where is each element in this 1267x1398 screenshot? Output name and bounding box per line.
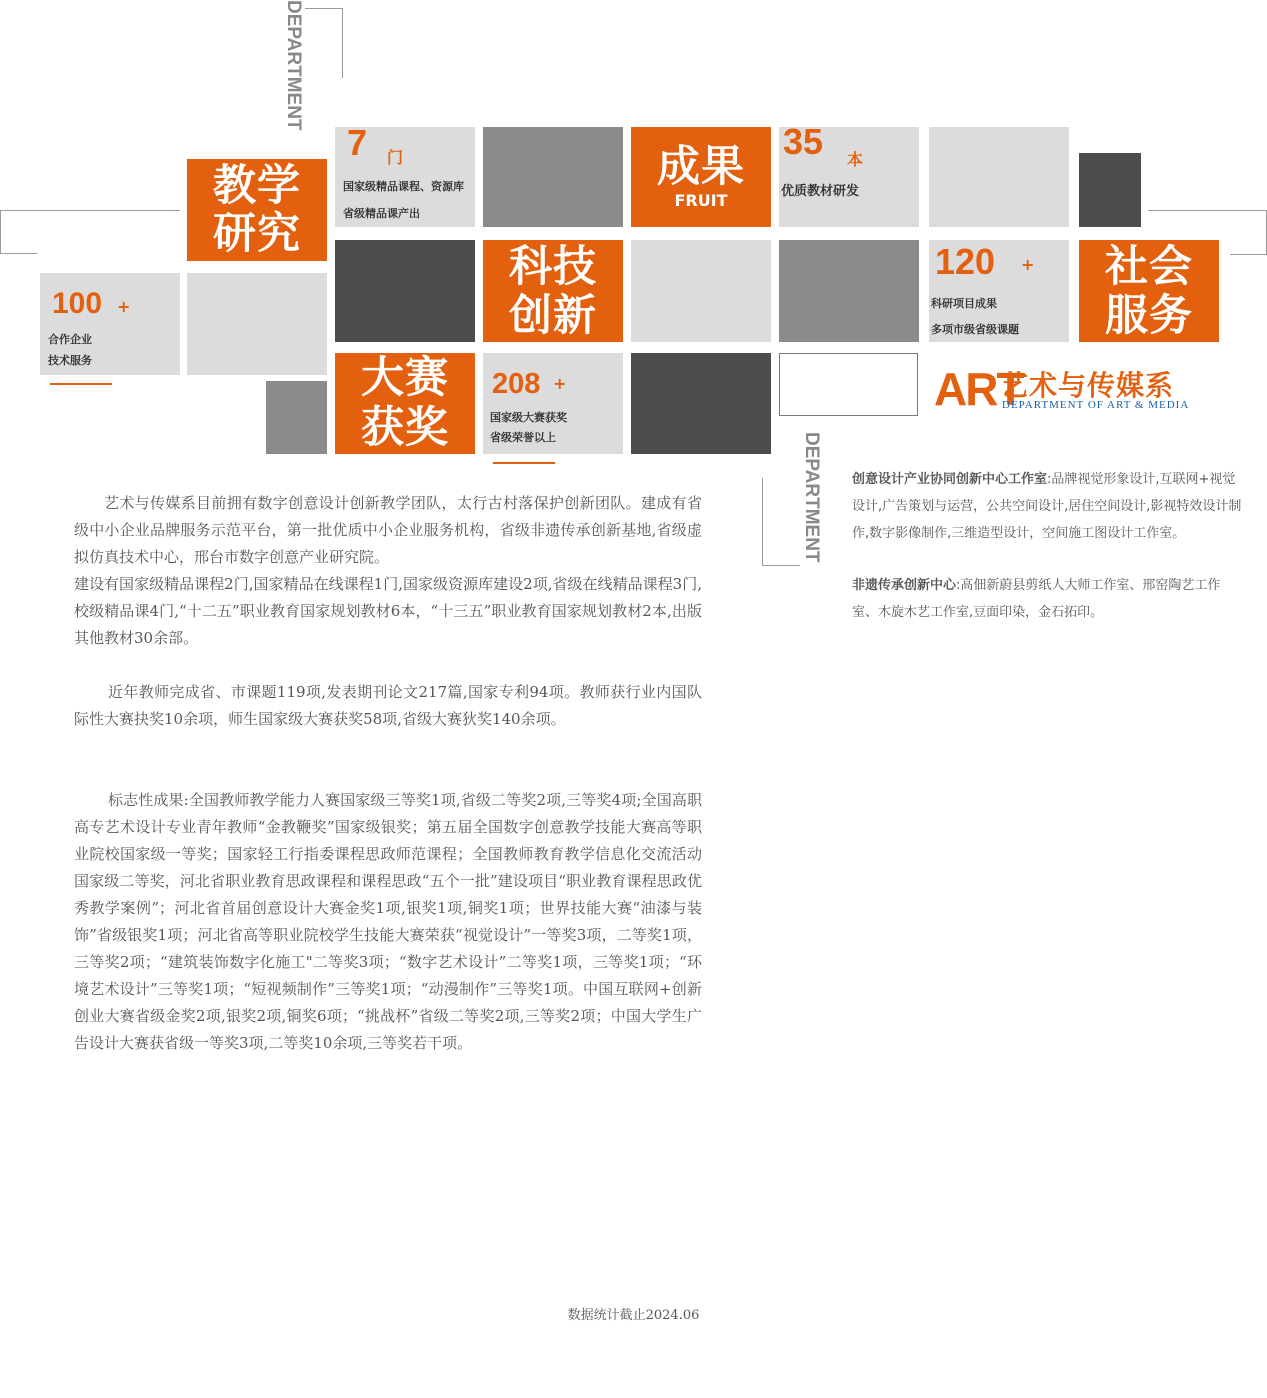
courses-number: 7 (347, 122, 368, 163)
fruit-title: 成果 (657, 142, 745, 192)
social-title: 服务 (1105, 291, 1193, 341)
deco-line (305, 8, 343, 9)
research-stat-tile (929, 240, 1069, 342)
fruit-subtitle: FRUIT (674, 191, 728, 210)
research-paragraph: 近年教师完成省、市课题119项,发表期刊论文217篇,国家专利94项。教师获行业内国队际性大赛抉奖10余项，师生国家级大赛获奖58项,省级大赛狄奖140余项。 (74, 683, 702, 728)
deco-tile (187, 273, 327, 375)
awards-unit: + (553, 374, 567, 393)
courses-paragraph: 建设有国家级精品课程2门,国家精品在线课程1门,国家级资源库建设2项,省级在线精品课程3门,校级精品课4门,“十二五”职业教育国家规划教材6本，“十三五”职业教育国家规划教材2本,出版其他教材30余部。 (74, 575, 702, 647)
awards-number: 208 (492, 368, 541, 400)
deco-tile (929, 127, 1069, 227)
department-vertical-label: DEPARTMENT (283, 0, 304, 131)
deco-tile (631, 240, 771, 342)
social-service-tile (1079, 240, 1219, 342)
deco-orange-line (50, 383, 112, 385)
teaching-title: 研究 (213, 209, 301, 259)
creative-center-title: 创意设计产业协同创新中心工作室 (852, 472, 1048, 487)
deco-tile (1079, 153, 1141, 227)
deco-line (762, 478, 763, 566)
courses-desc: 国家级精品课程、资源库 (343, 180, 464, 193)
department-vertical-label: DEPARTMENT (801, 432, 822, 563)
research-number: 120 (935, 241, 996, 282)
department-logo-english: DEPARTMENT OF ART & MEDIA (1002, 399, 1190, 411)
deco-tile (335, 240, 475, 342)
social-title: 社会 (1105, 242, 1193, 292)
deco-line (0, 253, 37, 254)
deco-line (0, 210, 1, 254)
contest-awards-tile (335, 353, 475, 454)
textbooks-number: 35 (783, 121, 824, 162)
companies-number: 100 (52, 287, 103, 320)
deco-line (342, 8, 343, 78)
research-desc: 科研项目成果 (931, 297, 997, 310)
awards-desc: 国家级大赛获奖 (490, 411, 567, 424)
deco-outline-tile (779, 353, 918, 416)
companies-stat-tile (40, 273, 180, 375)
deco-tile (266, 381, 327, 454)
deco-tile (631, 353, 771, 454)
tech-title: 科技 (509, 242, 597, 292)
courses-stat-tile (335, 122, 475, 227)
achievements-paragraph: 标志性成果:全国教师教学能力人赛国家级三等奖1项,省级二等奖2项,三等奖4项;全国高职高专艺术设计专业青年教师“金教鞭奖”国家级银奖；第五届全国数字创意教学技能大赛高等职业院校国家级一等奖；国家轻工行指委课程思政师范课程；全国教师教育教学信息化交流活动国家级二等奖，河北省职业教育思政课程和课程思政“五个一批”建设项目“职业教育课程思政优秀教学案例”；河北省首届创意设计大赛金奖1项,银奖1项,铜奖1项；世界技能大赛“油漆与装饰”省级银奖1项；河北省高等职业院校学生技能大赛荣获“视觉设计”一等奖3项，二等奖1项，三等奖2项；“建筑装饰数字化施工"二等奖3项；“数字艺术设计”二等奖1项，三等奖1项；“环境艺术设计”三等奖1项；“短视频制作”三等奖1项；“动漫制作”三等奖1项。中国互联网+创新创业大赛省级金奖2项,银奖2项,铜奖6项；“挑战杯”省级二等奖2项,三等奖2项；中国大学生广告设计大赛获省级一等奖3项,二等奖10余项,三等奖若干项。 (74, 791, 702, 1052)
deco-orange-line (493, 462, 555, 464)
fruit-tile (631, 127, 771, 227)
textbooks-unit: 本 (847, 150, 864, 169)
data-cutoff-note: 数据统计截止2024.06 (567, 1308, 700, 1323)
companies-desc: 技术服务 (48, 354, 92, 367)
deco-line (1148, 210, 1266, 211)
teaching-research-tile (187, 159, 327, 261)
creative-center-body: :品牌视觉形象设计,互联网+视觉设计,广告策划与运营，公共空间设计,居住空间设计,影视特效设计制作,数字影像制作,三维造型设计，空间施工图设计工作室。 (852, 472, 1242, 541)
deco-tile (779, 240, 919, 342)
research-unit: + (1021, 255, 1035, 274)
intro-paragraph: 艺术与传媒系目前拥有数字创意设计创新教学团队，太行古村落保护创新团队。建成有省级中小企业品牌服务示范平台，第一批优质中小企业服务机构，省级非遗传承创新基地,省级虚拟仿真技术中心，邢台市数字创意产业研究院。 (74, 494, 702, 566)
heritage-center-title: 非遗传承创新中心 (852, 578, 957, 593)
textbooks-desc: 优质教材研发 (781, 184, 860, 199)
heritage-center-body: :高佃新蔚县剪纸人大师工作室、邢窑陶艺工作室、木旋木艺工作室,豆面印染，金石拓印。 (852, 578, 1221, 620)
companies-unit: + (117, 297, 131, 316)
tech-innovation-tile (483, 240, 623, 342)
awards-stat-tile (483, 353, 623, 454)
research-desc: 多项市级省级课题 (931, 323, 1019, 336)
awards-desc: 省级荣誉以上 (490, 431, 556, 444)
companies-desc: 合作企业 (48, 333, 92, 346)
contest-title: 获奖 (361, 403, 449, 453)
courses-unit: 门 (387, 148, 404, 167)
courses-desc: 省级精品课产出 (343, 207, 420, 220)
deco-tile (483, 127, 623, 227)
art-logo: ART (934, 363, 1023, 415)
teaching-title: 教学 (213, 161, 301, 211)
textbooks-stat-tile (779, 121, 919, 227)
tech-title: 创新 (509, 291, 597, 341)
department-logo-name: 艺术与传媒系 (1000, 369, 1175, 402)
deco-line (762, 565, 800, 566)
deco-line (1230, 254, 1267, 255)
contest-title: 大赛 (361, 353, 449, 403)
heritage-center-text (852, 572, 1244, 626)
creative-center-text (852, 466, 1244, 547)
deco-line (0, 210, 180, 211)
